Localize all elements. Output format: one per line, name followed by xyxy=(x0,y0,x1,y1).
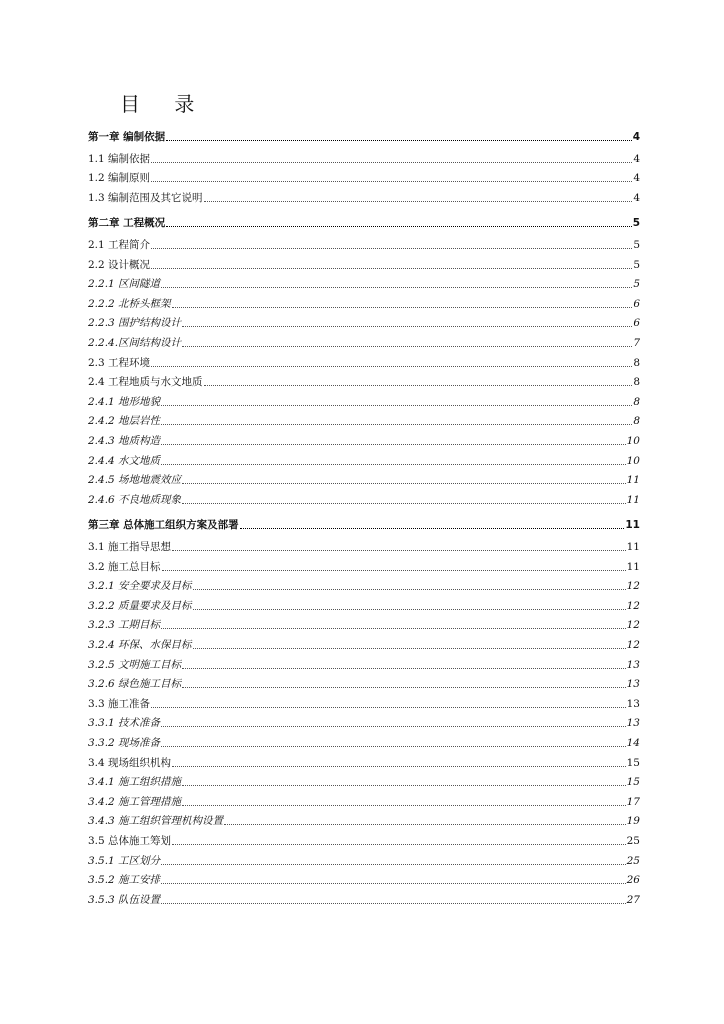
toc-entry-page: 4 xyxy=(632,131,640,143)
toc-leader-dots xyxy=(182,483,626,484)
toc-entry-label: 3.3 施工准备 xyxy=(88,697,151,710)
toc-leader-dots xyxy=(182,785,626,786)
toc-leader-dots xyxy=(182,687,626,688)
toc-entry-page: 11 xyxy=(626,560,640,573)
toc-entry-page: 5 xyxy=(632,217,640,230)
toc-entry[interactable] xyxy=(88,538,640,554)
toc-entry-label: 3.2 施工总目标 xyxy=(88,560,161,573)
toc-entry-label: 2.2.4.区间结构设计 xyxy=(88,337,182,349)
toc-entry-page: 25 xyxy=(626,835,640,847)
toc-entry-page: 4 xyxy=(633,191,640,204)
toc-entry-page: 13 xyxy=(626,697,640,710)
toc-entry-page: 11 xyxy=(626,493,640,506)
toc-entry[interactable] xyxy=(88,491,640,507)
toc-entry-label: 2.3 工程环境 xyxy=(88,356,151,369)
toc-entry-page: 13 xyxy=(626,678,640,691)
toc-entry[interactable] xyxy=(88,656,640,672)
toc-entry[interactable] xyxy=(88,714,640,730)
toc-entry-label: 3.3.2 现场准备 xyxy=(88,737,161,749)
toc-entry-page: 5 xyxy=(633,278,640,291)
toc-leader-dots xyxy=(161,864,626,865)
toc-leader-dots xyxy=(182,346,632,347)
toc-leader-dots xyxy=(166,140,632,141)
toc-leader-dots xyxy=(161,424,632,425)
toc-entry-page: 25 xyxy=(626,854,640,867)
toc-entry-label: 2.4.5 场地地震效应 xyxy=(88,474,182,487)
toc-entry-page: 14 xyxy=(626,737,640,749)
toc-entry-page: 12 xyxy=(626,619,640,632)
toc-entry-label: 3.2.5 文明施工目标 xyxy=(88,658,182,671)
toc-leader-dots xyxy=(204,385,633,386)
toc-entry-page: 10 xyxy=(626,435,640,447)
toc-entry-page: 12 xyxy=(626,599,640,612)
toc-entry-label: 2.1 工程简介 xyxy=(88,239,151,251)
toc-entry-page: 10 xyxy=(626,454,640,467)
toc-leader-dots xyxy=(162,570,626,571)
toc-entry[interactable] xyxy=(88,452,640,468)
toc-entry[interactable] xyxy=(88,675,640,691)
toc-entry-page: 11 xyxy=(626,541,640,553)
toc-leader-dots xyxy=(161,287,632,288)
toc-entry-page: 4 xyxy=(633,152,640,165)
toc-entry-label: 3.4 现场组织机构 xyxy=(88,756,172,769)
toc-entry-label: 2.2.3 围护结构设计 xyxy=(88,317,182,330)
toc-entry-page: 11 xyxy=(626,474,640,487)
toc-entry[interactable] xyxy=(88,812,640,828)
toc-entry-label: 2.2 设计概况 xyxy=(88,258,151,271)
toc-leader-dots xyxy=(182,805,626,806)
toc-entry-label: 3.4.2 施工管理措施 xyxy=(88,795,182,808)
toc-entry-page: 13 xyxy=(626,658,640,671)
toc-leader-dots xyxy=(172,307,633,308)
toc-entry-page: 6 xyxy=(633,297,640,310)
toc-entry-label: 2.4.2 地层岩性 xyxy=(88,415,161,428)
toc-entry-label: 1.3 编制范围及其它说明 xyxy=(88,191,203,204)
toc-leader-dots xyxy=(161,903,626,904)
toc-entry-page: 8 xyxy=(633,376,640,389)
toc-leader-dots xyxy=(151,162,632,163)
toc-entry-page: 5 xyxy=(633,239,640,251)
toc-entry[interactable] xyxy=(88,214,640,230)
toc-leader-dots xyxy=(161,405,632,406)
toc-leader-dots xyxy=(151,268,632,269)
toc-entry-label: 3.2.1 安全要求及目标 xyxy=(88,580,192,593)
toc-entry[interactable] xyxy=(88,295,640,311)
toc-entry[interactable] xyxy=(88,189,640,205)
toc-entry-page: 4 xyxy=(633,172,640,185)
toc-entry[interactable] xyxy=(88,314,640,330)
toc-entry[interactable] xyxy=(88,558,640,574)
toc-entry[interactable] xyxy=(88,734,640,750)
toc-entry-label: 3.5 总体施工筹划 xyxy=(88,835,172,847)
toc-leader-dots xyxy=(193,648,626,649)
toc-entry-label: 2.2.2 北桥头框架 xyxy=(88,297,171,310)
toc-entry[interactable] xyxy=(88,128,640,144)
toc-entry[interactable] xyxy=(88,871,640,887)
toc-entry-label: 3.2.4 环保、水保目标 xyxy=(88,639,192,651)
toc-entry-page: 12 xyxy=(626,580,640,593)
toc-entry-label: 3.2.2 质量要求及目标 xyxy=(88,599,192,612)
toc-entry-page: 17 xyxy=(626,795,640,808)
toc-leader-dots xyxy=(161,444,626,445)
toc-entry-label: 2.4.6 不良地质现象 xyxy=(88,493,182,506)
toc-title: 目 录 xyxy=(120,92,209,116)
toc-entry-page: 8 xyxy=(633,415,640,428)
toc-leader-dots xyxy=(172,766,626,767)
toc-entry[interactable] xyxy=(88,516,640,532)
toc-entry-label: 3.5.1 工区划分 xyxy=(88,854,161,867)
toc-entry[interactable] xyxy=(88,169,640,185)
toc-leader-dots xyxy=(151,248,632,249)
toc-entry-page: 15 xyxy=(626,756,640,769)
toc-entry-page: 13 xyxy=(626,717,640,730)
toc-leader-dots xyxy=(161,628,626,629)
toc-leader-dots xyxy=(161,464,626,465)
toc-entry-label: 1.1 编制依据 xyxy=(88,152,151,165)
toc-entry[interactable] xyxy=(88,256,640,272)
toc-entry-label: 第二章 工程概况 xyxy=(88,217,166,230)
toc-leader-dots xyxy=(172,844,626,845)
toc-entry-page: 8 xyxy=(633,356,640,369)
toc-entry-label: 3.5.3 队伍设置 xyxy=(88,893,161,906)
toc-entry-label: 3.3.1 技术准备 xyxy=(88,717,161,730)
toc-entry[interactable] xyxy=(88,597,640,613)
toc-entry[interactable] xyxy=(88,354,640,370)
toc-leader-dots xyxy=(182,503,626,504)
toc-entry-label: 第三章 总体施工组织方案及部署 xyxy=(88,519,239,532)
toc-entry-page: 15 xyxy=(626,776,640,789)
toc-entry-label: 3.1 施工指导思想 xyxy=(88,541,172,553)
toc-entry[interactable] xyxy=(88,393,640,409)
toc-entry[interactable] xyxy=(88,616,640,632)
toc-entry[interactable] xyxy=(88,891,640,907)
toc-entry[interactable] xyxy=(88,412,640,428)
toc-entry[interactable] xyxy=(88,773,640,789)
toc-entry-label: 2.2.1 区间隧道 xyxy=(88,278,161,291)
toc-entry-label: 2.4.1 地形地貌 xyxy=(88,395,161,408)
toc-entry[interactable] xyxy=(88,236,640,252)
toc-entry[interactable] xyxy=(88,432,640,448)
toc-entry-page: 27 xyxy=(626,893,640,906)
toc-entry-page: 26 xyxy=(626,874,640,887)
toc-entry[interactable] xyxy=(88,275,640,291)
toc-entry-label: 3.5.2 施工安排 xyxy=(88,874,161,887)
toc-leader-dots xyxy=(151,181,632,182)
toc-entry[interactable] xyxy=(88,150,640,166)
toc-leader-dots xyxy=(193,609,626,610)
toc-entry-page: 6 xyxy=(633,317,640,330)
toc-leader-dots xyxy=(151,707,626,708)
toc-entry-page: 7 xyxy=(633,337,640,349)
toc-leader-dots xyxy=(224,824,626,825)
toc-entry-label: 第一章 编制依据 xyxy=(88,131,166,143)
toc-entry-label: 2.4.3 地质构造 xyxy=(88,435,161,447)
toc-leader-dots xyxy=(204,201,633,202)
toc-entry[interactable] xyxy=(88,793,640,809)
toc-entry-page: 5 xyxy=(633,258,640,271)
toc-leader-dots xyxy=(151,366,632,367)
toc-entry[interactable] xyxy=(88,636,640,652)
toc-leader-dots xyxy=(193,589,626,590)
toc-entry-label: 3.4.3 施工组织管理机构设置 xyxy=(88,815,224,828)
toc-entry[interactable] xyxy=(88,832,640,848)
toc-entry[interactable] xyxy=(88,754,640,770)
toc-entry-label: 2.4 工程地质与水文地质 xyxy=(88,376,203,389)
toc-leader-dots xyxy=(166,226,632,227)
toc-entry-label: 1.2 编制原则 xyxy=(88,172,151,185)
toc-leader-dots xyxy=(182,668,626,669)
toc-entry-label: 2.4.4 水文地质 xyxy=(88,454,161,467)
toc-leader-dots xyxy=(182,326,632,327)
toc-entry[interactable] xyxy=(88,852,640,868)
toc-entry-label: 3.2.3 工期目标 xyxy=(88,619,161,632)
toc-entry-page: 12 xyxy=(626,639,640,651)
toc-leader-dots xyxy=(161,746,626,747)
toc-entry[interactable] xyxy=(88,695,640,711)
toc-leader-dots xyxy=(161,883,626,884)
toc-entry-page: 8 xyxy=(633,395,640,408)
toc-leader-dots xyxy=(172,550,626,551)
toc-entry-label: 3.4.1 施工组织措施 xyxy=(88,776,182,789)
toc-leader-dots xyxy=(161,726,626,727)
toc-entry-page: 11 xyxy=(625,519,640,532)
toc-entry[interactable] xyxy=(88,471,640,487)
toc-entry-label: 3.2.6 绿色施工目标 xyxy=(88,678,182,691)
toc-entry[interactable] xyxy=(88,373,640,389)
toc-leader-dots xyxy=(240,528,625,529)
toc-entry[interactable] xyxy=(88,334,640,350)
toc-entry-page: 19 xyxy=(626,815,640,828)
toc-entry[interactable] xyxy=(88,577,640,593)
